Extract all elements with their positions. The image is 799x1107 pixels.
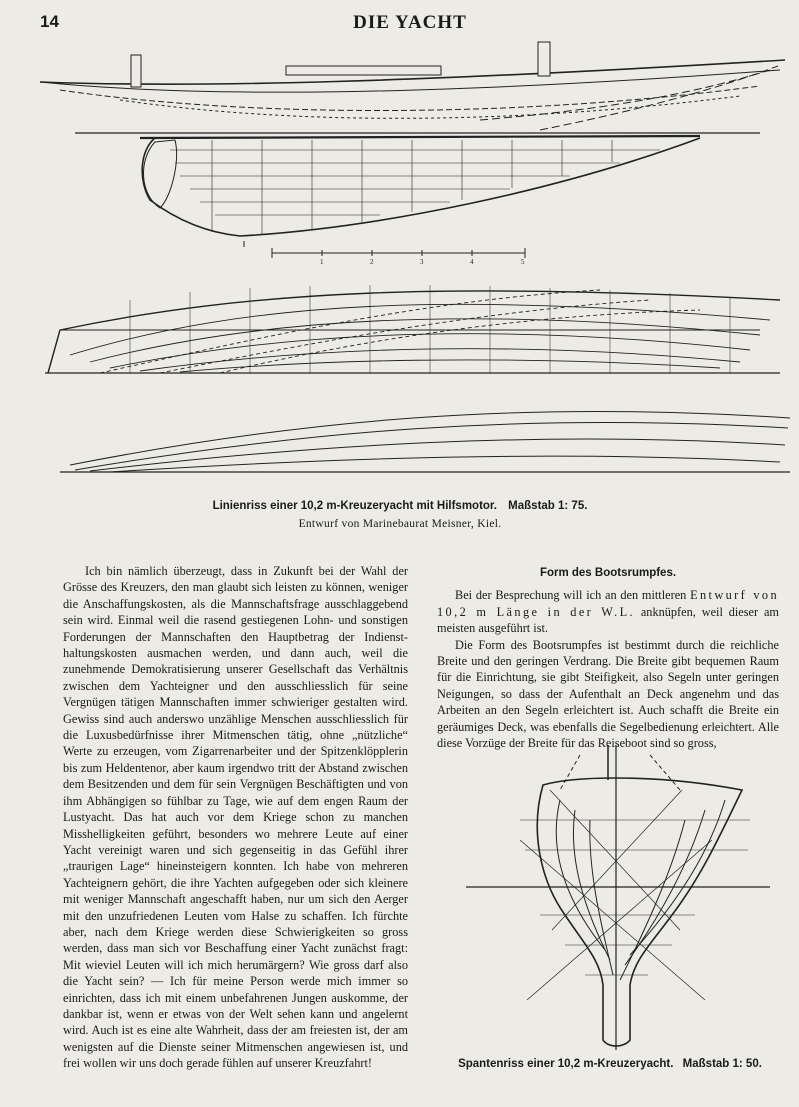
spaced-emphasis: Entwurf von 10,2 m Länge in der W.L.	[437, 588, 779, 619]
section-heading: Form des Bootsrumpfes.	[539, 567, 677, 579]
figure-1-title: Linienriss einer 10,2 m-Kreuzeryacht mit Hilfsmotor.	[212, 500, 497, 512]
scale-bar-label: 5	[521, 258, 525, 266]
figure-1-scale: Maßstab 1: 75.	[508, 500, 588, 512]
figure-2-scale: Maßstab 1: 50.	[682, 1058, 762, 1070]
body-plan-outer-section	[537, 778, 742, 1046]
page-number: 14	[40, 12, 59, 31]
figure-1-credit: Entwurf von Marinebaurat Meisner, Kiel.	[298, 518, 502, 530]
body-paragraph: Bei der Besprechung will ich an den mittleren Entwurf von 10,2 m Länge in der W.L. anknüpfen, weil dieser am meisten ausgeführt ist.	[437, 588, 779, 636]
scale-bar-label: 4	[470, 258, 474, 266]
scale-bar-label: 1	[320, 258, 324, 266]
figure-2-caption	[440, 1058, 780, 1070]
body-paragraph: Ich bin nämlich überzeugt, dass in Zukunft bei der Wahl der Grösse des Kreuzers, den man glaubt sich leisten zu können, weniger die Anschaffungskosten, als die Mannschaftsfrage ausschlaggebend sein wird. Einmal weil die rasend gestiegenen Lohn- und sonstigen Forderungen der Mannschaften den Hauptbetrag der Indiensthaltungskosten ausmachen werden, und dann auch, weil die zunehmende Demokratisierung unserer Gesellschaft das Verhältnis zwischen dem Yachteigner und den ausschliesslich für seine Vergnügen tätigen Mannschaften immer schwieriger gestalten wird. Gewiss sind auch anderswo unzählige Menschen ausschliesslich für die Luxusbedürfnisse ihrer Mitmenschen tätig, ohne „nützliche“ Werte zu erzeugen, vom Zigarrenarbeiter und der Spitzenklöpplerin bis zum Heldentenor, aber kaum irgendwo tritt der Abstand zwischen dem Besitzenden und dem für sein Vergnügen Beschäftigten und von ihm Abhängigen so fühlbar zu Tage, wie auf dem engen Raum der Lustyacht. Das hat auch vor dem Kriege schon zu manchen Misshelligkeiten geführt, besonders wo mehrere Leute auf einer Yacht vereinigt waren und sich gegenseitig in das Gefühl ihrer „traurigen Lage“ hineinsteigern konnten. Ich habe von mehreren Yachteignern gehört, die ihre Yachten aufgegeben oder sich kleinere mit weniger Mannschaft angeschafft haben, nur um sich den Aerger mit den unzufriedenen Leuten vom Halse zu schaffen. Ich fürchte aber, nach dem Kriege werden diese Schwierigkeiten so gross werden, dass man sich vor Beschaffung einer Yacht zunächst fragt: Mit wieviel Leuten will ich mich herumärgern? Wie gross darf also die Yacht sein? — Ich für meine Person werde mich immer so einrichten, dass ich mit einem unbefahrenen Jungen auskomme, der dankbar ist, wenn er etwas von der Welt sehen kann und angelernt wird. Auch ist es eine alte Wahrheit, dass der am freiesten ist, der am wenigsten auf die Dienste seiner Mitmenschen angewiesen ist, und frei wollen wir uns doch gerade fühlen auf unserer Kreuzfahrt!	[63, 564, 408, 1071]
body-paragraph: Die Form des Bootsrumpfes ist bestimmt durch die reichliche Breite und den geringen Verdrang. Die Breite gibt bequemen Raum für die Einrichtung, sie gibt Steifigkeit, also Segeln unter geringen Neigungen, so dass der Aufenthalt an Deck angenehm und das Arbeiten an den Segeln erleichtert ist. Auch schafft die Breite ein geräumiges Deck, was ebenfalls die Segelbedienung erleichtert. Alle diese Vorzüge der Breite für das Reiseboot sind so gross,	[437, 637, 779, 751]
scale-bar-label: 2	[370, 258, 374, 266]
figure-2-title: Spantenriss einer 10,2 m-Kreuzeryacht.	[458, 1058, 674, 1070]
scale-bar-label: 3	[420, 258, 424, 266]
journal-title: DIE YACHT	[353, 12, 467, 33]
